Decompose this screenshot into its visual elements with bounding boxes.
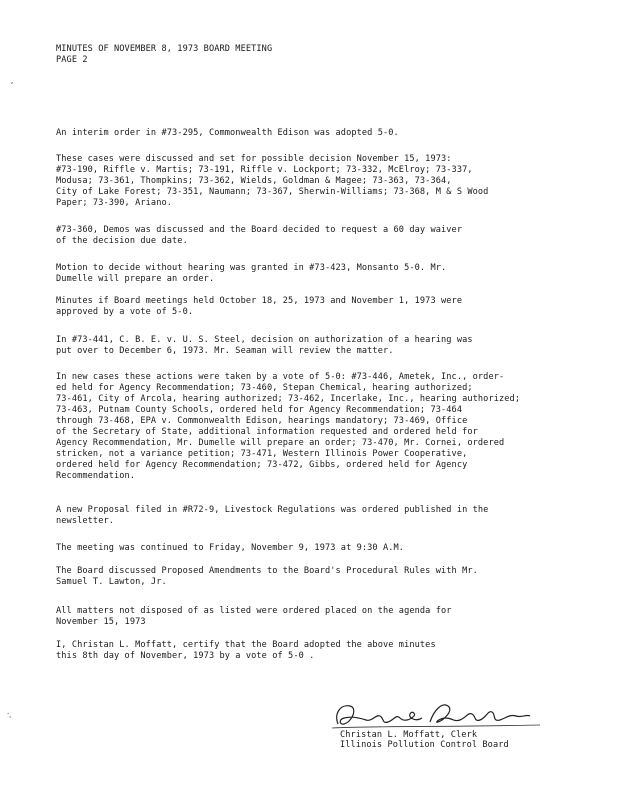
paragraph-cases-discussed: These cases were discussed and set for possible decision November 15, 1973: #73-190, Riffle v. Martis; 73-191, Riffle v. Lockport; 73-332, McElroy; 73-337, Modusa; 73-361, Thompkins; 73-362, Wields, Goldman & Magee; 73-363, 73-364, City of Lake Forest; 73-351, Naumann; 73-367, Sherwin-Williams; 73-368, M & S Wood Paper; 73-390, Ariano.: [56, 154, 489, 208]
paragraph-motion-monsanto: Motion to decide without hearing was granted in #73-423, Monsanto 5-0. Mr. Dumelle will prepare an order.: [56, 263, 447, 284]
paragraph-meeting-continued: The meeting was continued to Friday, November 9, 1973 at 9:30 A.M.: [56, 543, 405, 553]
signature-block: [330, 696, 560, 766]
paragraph-new-proposal: A new Proposal filed in #R72-9, Livestock Regulations was ordered published in the newsletter.: [56, 505, 489, 526]
paragraph-procedural-rules: The Board discussed Proposed Amendments to the Board's Procedural Rules with Mr. Samuel T. Lawton, Jr.: [56, 566, 478, 587]
paragraph-minutes-approved: Minutes if Board meetings held October 18, 25, 1973 and November 1, 1973 were approved by a vote of 5-0.: [56, 296, 463, 317]
clerk-name: Christan L. Moffatt, Clerk: [340, 730, 478, 740]
scan-speck: ': [8, 715, 13, 723]
paragraph-new-cases: In new cases these actions were taken by a vote of 5-0: #73-446, Ametek, Inc., order- ed held for Agency Recommendation; 73-460, Stepan Chemical, hearing authorized; 73-461, City of Arcola, hearing authorized; 73-462, Incerlake, Inc., hearing authorized; 73-463, Putnam County Schools, ordered held for Agency Recommendation; 73-464 through 73-468, EPA v. Commonwealth Edison, hearings mandatory; 73-469, Office of the Secretary of State, additional information requested and ordered held for Agency Recommendation, Mr. Dumelle will prepare an order; 73-470, Mr. Cornei, ordered stricken, not a variance petition; 73-471, Western Illinois Power Cooperative, ordered held for Agency Recommendation; 73-472, Gibbs, ordered held for Agency Recommendation.: [56, 372, 521, 481]
minutes-title: MINUTES OF NOVEMBER 8, 1973 BOARD MEETING: [56, 44, 273, 54]
paragraph-demos-waiver: #73-360, Demos was discussed and the Board decided to request a 60 day waiver of the decision due date.: [56, 225, 463, 246]
paragraph-matters-agenda: All matters not disposed of as listed were ordered placed on the agenda for November 15, 1973: [56, 606, 452, 627]
scan-speck: .: [6, 708, 11, 716]
paragraph-interim-order: An interim order in #73-295, Commonwealth Edison was adopted 5-0.: [56, 128, 399, 138]
paragraph-cbe-us-steel: In #73-441, C. B. E. v. U. S. Steel, decision on authorization of a hearing was put over to December 6, 1973. Mr. Seaman will review the matter.: [56, 335, 473, 356]
clerk-title: Illinois Pollution Control Board: [340, 740, 509, 750]
paragraph-certification: I, Christan L. Moffatt, certify that the Board adopted the above minutes this 8th day of November, 1973 by a vote of 5-0 .: [56, 640, 436, 661]
scan-speck: ,: [10, 77, 15, 85]
page-number: PAGE 2: [56, 55, 88, 65]
